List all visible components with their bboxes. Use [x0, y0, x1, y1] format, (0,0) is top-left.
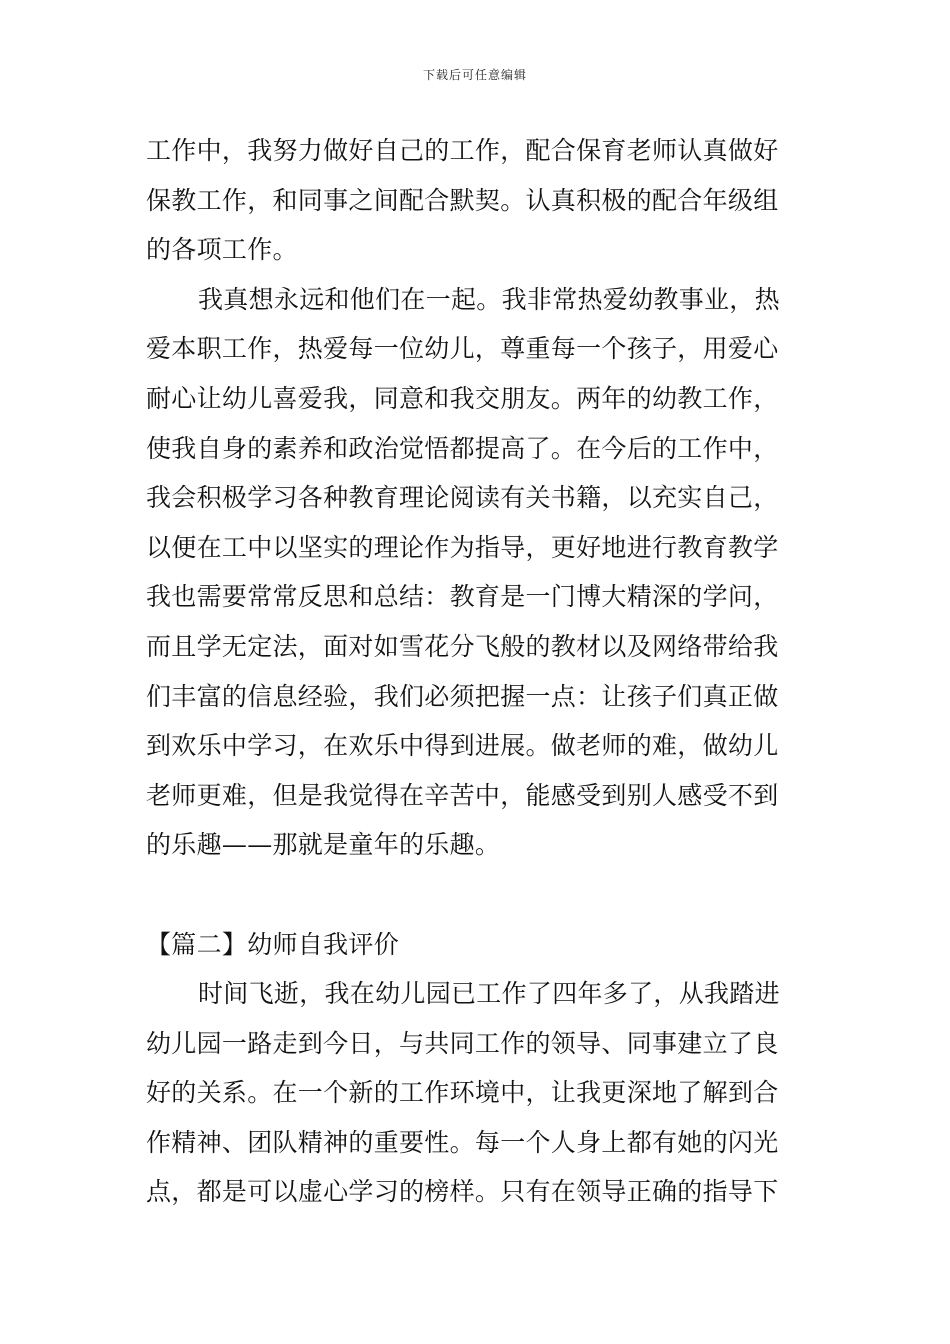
- text-line: 耐心让幼儿喜爱我，同意和我交朋友。两年的幼教工作，: [146, 383, 779, 413]
- text-line: 老师更难，但是我觉得在辛苦中，能感受到别人感受不到: [146, 780, 779, 810]
- text-line: 们丰富的信息经验，我们必须把握一点：让孩子们真正做: [146, 681, 779, 711]
- blank-line: [146, 870, 806, 920]
- text-line: 保教工作，和同事之间配合默契。认真积极的配合年级组: [146, 185, 779, 215]
- page-header-note: 下载后可任意编辑: [422, 68, 527, 82]
- paragraph-first-line: 我真想永远和他们在一起。我非常热爱幼教事业，热: [198, 284, 780, 314]
- text-line: 到欢乐中学习，在欢乐中得到进展。做老师的难，做幼儿: [146, 731, 779, 761]
- text-line: 的各项工作。: [146, 235, 298, 265]
- text-line: 我也需要常常反思和总结：教育是一门博大精深的学问，: [146, 582, 779, 612]
- paragraph-first-line: 时间飞逝，我在幼儿园已工作了四年多了，从我踏进: [198, 979, 780, 1009]
- text-line: 的乐趣——那就是童年的乐趣。: [146, 830, 501, 860]
- text-line: 我会积极学习各种教育理论阅读有关书籍，以充实自己，: [146, 483, 779, 513]
- text-line: 幼儿园一路走到今日，与共同工作的领导、同事建立了良: [146, 1028, 779, 1058]
- text-line: 以便在工中以坚实的理论作为指导，更好地进行教育教学: [146, 532, 779, 562]
- section-heading: 【篇二】幼师自我评价: [146, 929, 400, 959]
- text-line: 使我自身的素养和政治觉悟都提高了。在今后的工作中，: [146, 433, 779, 463]
- document-body: [146, 126, 806, 1217]
- text-line: 而且学无定法，面对如雪花分飞般的教材以及网络带给我: [146, 631, 779, 661]
- text-line: 爱本职工作，热爱每一位幼儿，尊重每一个孩子，用爱心: [146, 334, 779, 364]
- text-line: 点，都是可以虚心学习的榜样。只有在领导正确的指导下: [146, 1177, 779, 1207]
- text-line: 工作中，我努力做好自己的工作，配合保育老师认真做好: [146, 136, 779, 165]
- text-line: 作精神、团队精神的重要性。每一个人身上都有她的闪光: [146, 1127, 779, 1157]
- text-line: 好的关系。在一个新的工作环境中，让我更深地了解到合: [146, 1078, 779, 1108]
